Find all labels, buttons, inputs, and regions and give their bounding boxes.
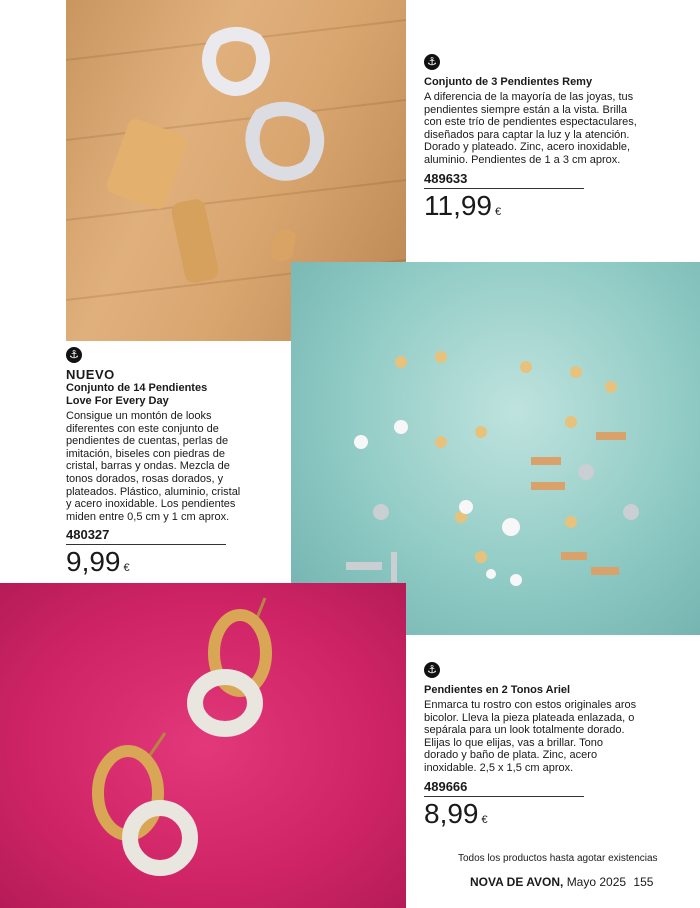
product-ariel [424, 662, 664, 835]
product-title: Conjunto de 3 Pendientes Remy [424, 76, 593, 88]
product-reference: 489633 [424, 171, 584, 189]
price-currency: € [495, 205, 502, 218]
product-title: Pendientes en 2 Tonos Ariel [424, 684, 571, 696]
footer-brand: NOVA DE AVON, [470, 875, 564, 889]
anchor-icon: ⚓ [424, 54, 440, 70]
product-remy [424, 54, 674, 227]
page-number: 155 [633, 875, 654, 889]
product-description: Enmarca tu rostro con estos originales aros bicolor. Lleva la pieza plateada enlazada, o sepárala para un look totalmente dorado. Elijas lo que elijas, vas a brillar. Tono dorado y baño de plata. Zinc, acero inoxidable. 2,5 x 1,5 cm aprox. [424, 699, 637, 774]
product-description: Consigue un montón de looks diferentes con este conjunto de pendientes de cuentas, perlas de imitación, biseles con piedras de cristal, barras y ondas. Mezcla de tonos dorados, rosas dorados, y plateados. Plástico, aluminio, cristal y acero inoxidable. Los pendientes miden entre 0,5 cm y 1 cm aprox. [66, 410, 241, 523]
product-love-for-every-day [66, 347, 246, 583]
product-price [424, 799, 664, 835]
footer-issue: Mayo 2025 [566, 875, 627, 889]
anchor-icon: ⚓ [66, 347, 82, 363]
price-value: 9,99 [66, 546, 121, 578]
product-price [66, 547, 246, 583]
price-currency: € [123, 562, 130, 575]
new-badge: NUEVO [66, 367, 115, 382]
anchor-icon: ⚓ [424, 662, 440, 678]
price-currency: € [481, 813, 488, 826]
product-reference: 489666 [424, 779, 584, 797]
footer-line [470, 875, 653, 889]
photo-love-studs [291, 262, 700, 635]
product-price [424, 191, 674, 227]
stud-earrings-illustration [291, 262, 700, 635]
product-description: A diferencia de la mayoría de las joyas, tus pendientes siempre están a la vista. Brilla con este trío de pendientes espectaculares, diseñados para captar la luz y la atención. Dorado y plateado. Zinc, acero inoxidable, aluminio. Pendientes de 1 a 3 cm aprox. [424, 91, 637, 166]
price-value: 11,99 [424, 189, 492, 221]
photo-ariel-hoops [0, 583, 406, 908]
product-reference: 480327 [66, 527, 226, 545]
price-value: 8,99 [424, 797, 479, 829]
footer-note: Todos los productos hasta agotar existencias [458, 853, 658, 864]
product-title: Conjunto de 14 Pendientes Love For Every Day [66, 382, 208, 407]
ariel-hoops-illustration [0, 583, 406, 908]
